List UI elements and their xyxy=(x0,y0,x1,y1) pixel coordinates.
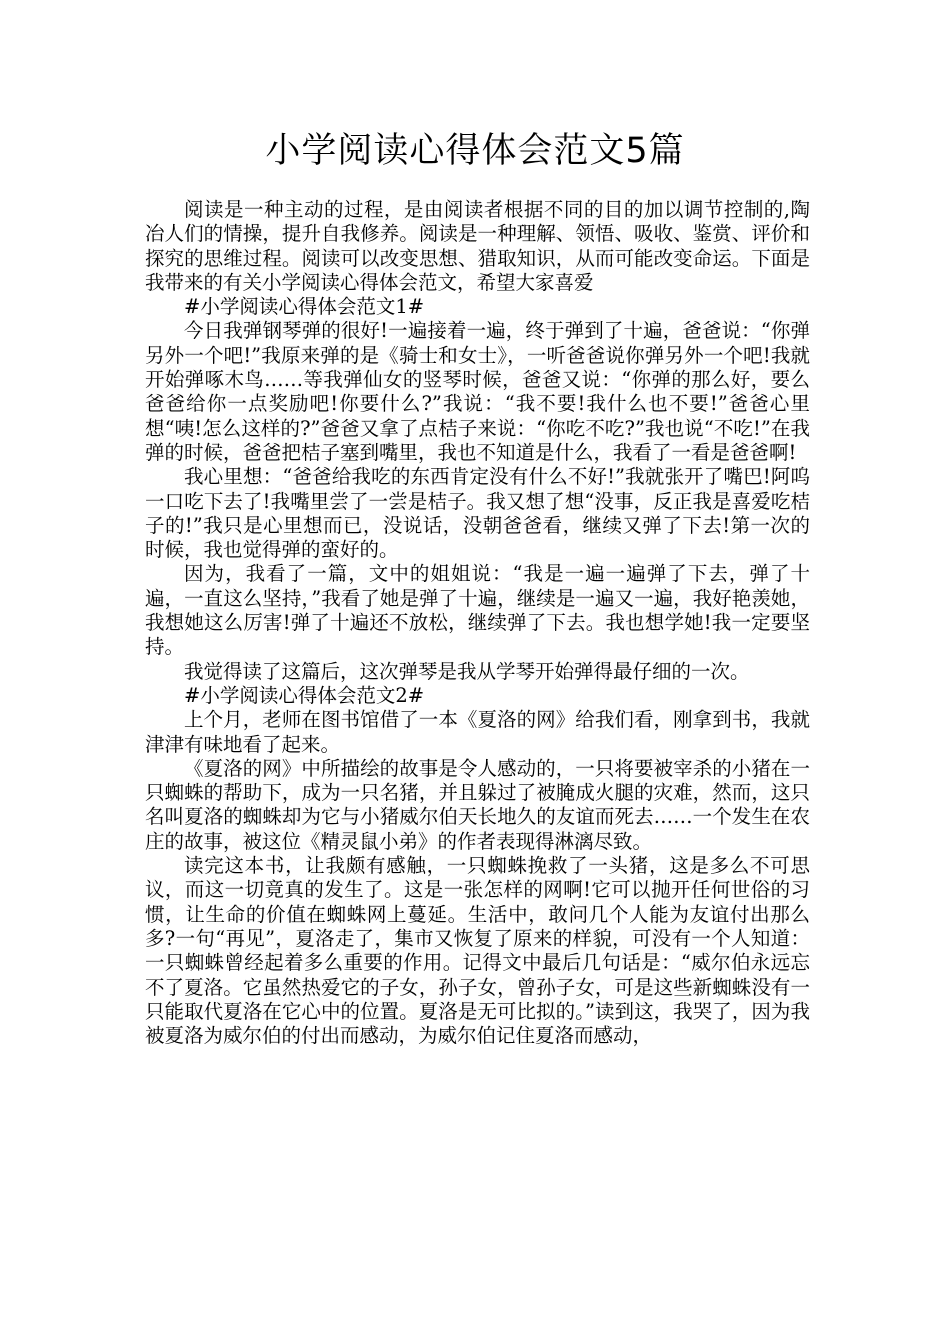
body-paragraph: 我觉得读了这篇后，这次弹琴是我从学琴开始弹得最仔细的一次。 xyxy=(184,659,750,683)
section-heading-1: #小学阅读心得体会范文1# xyxy=(184,295,425,319)
body-paragraph: 读完这本书，让我颇有感触，一只蜘蛛挽救了一头猪，这是多么不可思议，而这一切竟真的发生了。这是一张怎样的网啊!它可以抛开任何世俗的习惯，让生命的价值在蜘蛛网上蔓延。生活中，敢问几个人能为友谊付出那么多?一句“再见”，夏洛走了，集市又恢复了原来的样貌，可没有一个人知道：一只蜘蛛曾经起着多么重要的作用。记得文中最后几句话是：“威尔伯永远忘不了夏洛。它虽然热爱它的子女，孙子女，曾孙子女，可是这些新蜘蛛没有一只能取代夏洛在它心中的位置。夏洛是无可比拟的。”读到这，我哭了，因为我被夏洛为威尔伯的付出而感动，为威尔伯记住夏洛而感动， xyxy=(145,854,810,1048)
body-paragraph: 我心里想：“爸爸给我吃的东西肯定没有什么不好!”我就张开了嘴巴!阿呜一口吃下去了!我嘴里尝了一尝是桔子。我又想了想“没事，反正我是喜爱吃桔子的!”我只是心里想而已，没说话，没朝爸爸看，继续又弹了下去!第一次的时候，我也觉得弹的蛮好的。 xyxy=(145,465,810,562)
document-body xyxy=(145,198,810,1048)
body-paragraph: 今日我弹钢琴弹的很好!一遍接着一遍，终于弹到了十遍，爸爸说：“你弹另外一个吧!”我原来弹的是《骑士和女士》，一听爸爸说你弹另外一个吧!我就开始弹啄木鸟……等我弹仙女的竖琴时候，爸爸又说：“你弹的那么好，要么爸爸给你一点奖励吧!你要什么?”我说：“我不要!我什么也不要!”爸爸心里想“咦!怎么这样的?”爸爸又拿了点桔子来说：“你吃不吃?”我也说“不吃!”在我弹的时候，爸爸把桔子塞到嘴里，我也不知道是什么，我看了一看是爸爸啊! xyxy=(145,319,810,464)
body-paragraph: 《夏洛的网》中所描绘的故事是令人感动的，一只将要被宰杀的小猪在一只蜘蛛的帮助下，成为一只名猪，并且躲过了被腌成火腿的灾难，然而，这只名叫夏洛的蜘蛛却为它与小猪威尔伯天长地久的友谊而死去……一个发生在农庄的故事，被这位《精灵鼠小弟》的作者表现得淋漓尽致。 xyxy=(145,756,810,853)
section-heading-2: #小学阅读心得体会范文2# xyxy=(184,683,425,707)
intro-paragraph: 阅读是一种主动的过程，是由阅读者根据不同的目的加以调节控制的,陶冶人们的情操，提升自我修养。阅读是一种理解、领悟、吸收、鉴赏、评价和探究的思维过程。阅读可以改变思想、猎取知识，从而可能改变命运。下面是我带来的有关小学阅读心得体会范文，希望大家喜爱 xyxy=(145,198,810,294)
body-paragraph: 因为，我看了一篇，文中的姐姐说：“我是一遍一遍弹了下去，弹了十遍，一直这么坚持，”我看了她是弹了十遍，继续是一遍又一遍，我好艳羡她，我想她这么厉害!弹了十遍还不放松，继续弹了下去。我也想学她!我一定要坚持。 xyxy=(145,562,810,659)
body-paragraph: 上个月，老师在图书馆借了一本《夏洛的网》给我们看，刚拿到书，我就津津有味地看了起来。 xyxy=(145,708,810,756)
document-title: 小学阅读心得体会范文5篇 xyxy=(265,131,685,171)
